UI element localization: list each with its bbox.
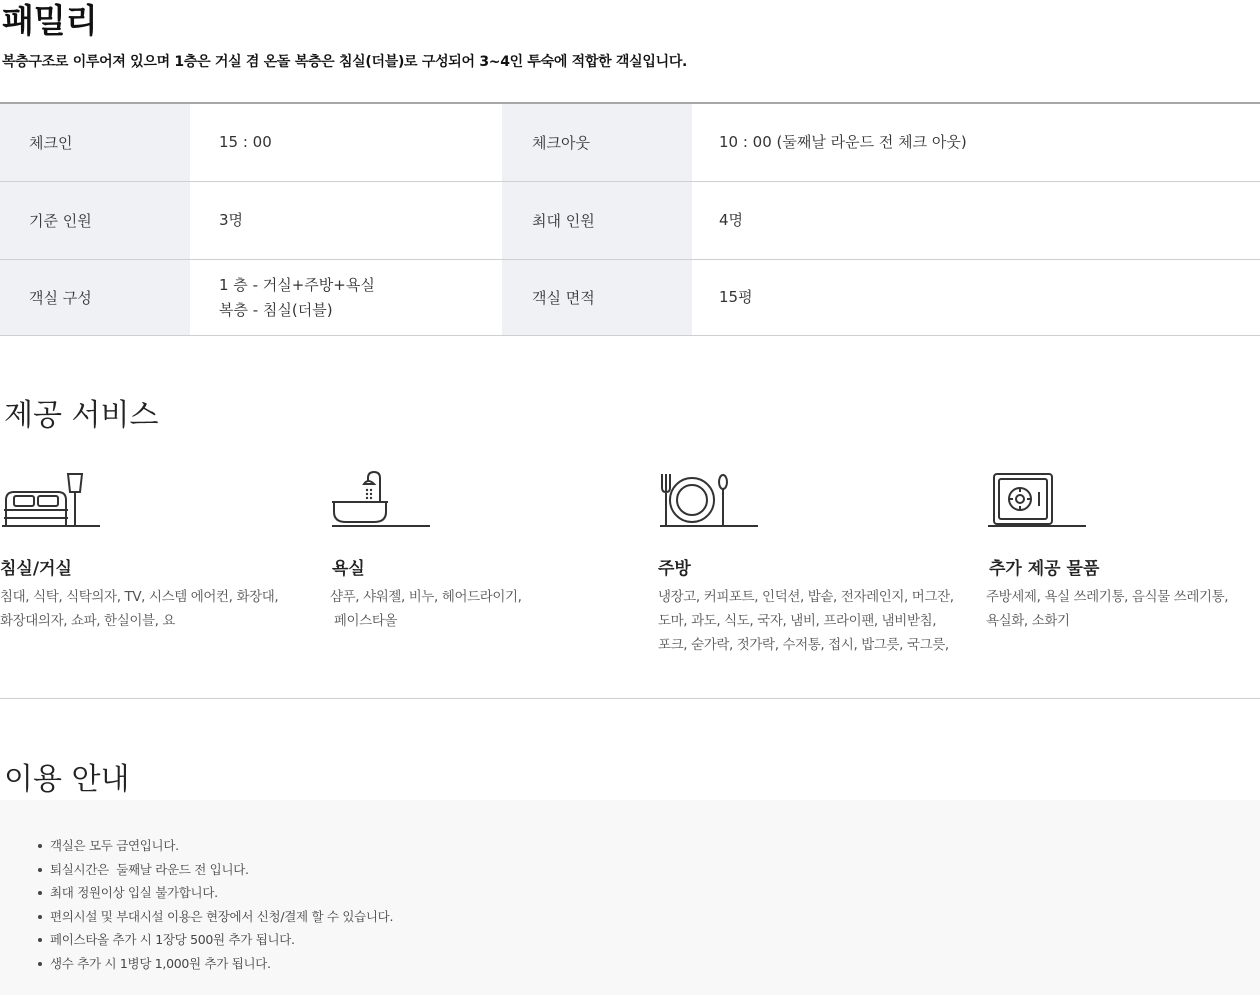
service-name: 침실/거실 (0, 559, 72, 579)
guide-box (0, 800, 1260, 995)
service-name: 욕실 (332, 559, 365, 579)
list-item: 생수 추가 시 1병당 1,000원 추가 됩니다. (36, 952, 1260, 976)
checkin-label: 체크인 (0, 104, 190, 181)
info-row-checkin (0, 104, 1260, 182)
list-item: 최대 정원이상 입실 불가합니다. (36, 881, 1260, 905)
info-row-guests (0, 182, 1260, 260)
bed-lamp-icon (0, 470, 320, 530)
max-guests-label: 최대 인원 (502, 182, 692, 259)
service-name: 추가 제공 물품 (989, 559, 1100, 579)
base-guests-value: 3명 (219, 211, 244, 229)
list-item: 페이스타올 추가 시 1장당 500원 추가 됩니다. (36, 928, 1260, 952)
room-info-table (0, 102, 1260, 336)
composition-value (190, 260, 502, 335)
max-guests-value: 4명 (719, 211, 744, 229)
room-title: 패밀리 (2, 1, 98, 40)
services-section-title: 제공 서비스 (4, 398, 159, 433)
service-items: 샴푸, 샤워젤, 비누, 헤어드라이기, 페이스타올 (330, 589, 522, 629)
service-items: 주방세제, 욕실 쓰레기통, 음식물 쓰레기통, 욕실화, 소화기 (986, 589, 1229, 629)
service-name: 주방 (658, 559, 691, 579)
plate-cutlery-icon (658, 470, 978, 530)
service-bedroom (0, 470, 320, 629)
checkout-label: 체크아웃 (502, 104, 692, 181)
section-divider (0, 698, 1260, 699)
list-item: 객실은 모두 금연입니다. (36, 834, 1260, 858)
list-item: 퇴실시간은 둘째날 라운드 전 입니다. (36, 858, 1260, 882)
safe-icon (986, 470, 1260, 530)
checkout-value: 10 : 00 (둘째날 라운드 전 체크 아웃) (719, 133, 967, 151)
guide-section-title: 이용 안내 (4, 762, 130, 797)
service-items: 냉장고, 커피포트, 인덕션, 밥솥, 전자레인지, 머그잔, 도마, 과도, 식도, 국자, 냄비, 프라이팬, 냄비받침, 포크, 숟가락, 젓가락, 수저통, 접시, 밥그릇, 국그릇, (658, 589, 954, 653)
checkin-value: 15 : 00 (219, 133, 272, 151)
composition-line-1: 1 층 - 거실+주방+욕실 (219, 275, 375, 294)
base-guests-label: 기준 인원 (0, 182, 190, 259)
list-item: 편의시설 및 부대시설 이용은 현장에서 신청/결제 할 수 있습니다. (36, 905, 1260, 929)
guide-list (36, 834, 1260, 976)
service-extras (986, 470, 1260, 629)
composition-line-2: 복층 - 침실(더블) (219, 300, 333, 319)
room-description: 복층구조로 이루어져 있으며 1층은 거실 겸 온돌 복층은 침실(더블)로 구성되어 3~4인 투숙에 적합한 객실입니다. (2, 54, 688, 70)
service-kitchen (658, 470, 978, 653)
composition-label: 객실 구성 (0, 260, 190, 335)
service-bathroom (330, 470, 650, 629)
area-label: 객실 면적 (502, 260, 692, 335)
bathtub-icon (330, 470, 650, 530)
service-items: 침대, 식탁, 식탁의자, TV, 시스템 에어컨, 화장대, 화장대의자, 쇼파, 한실이블, 요 (0, 589, 279, 629)
area-value: 15평 (719, 288, 753, 306)
info-row-composition (0, 260, 1260, 336)
